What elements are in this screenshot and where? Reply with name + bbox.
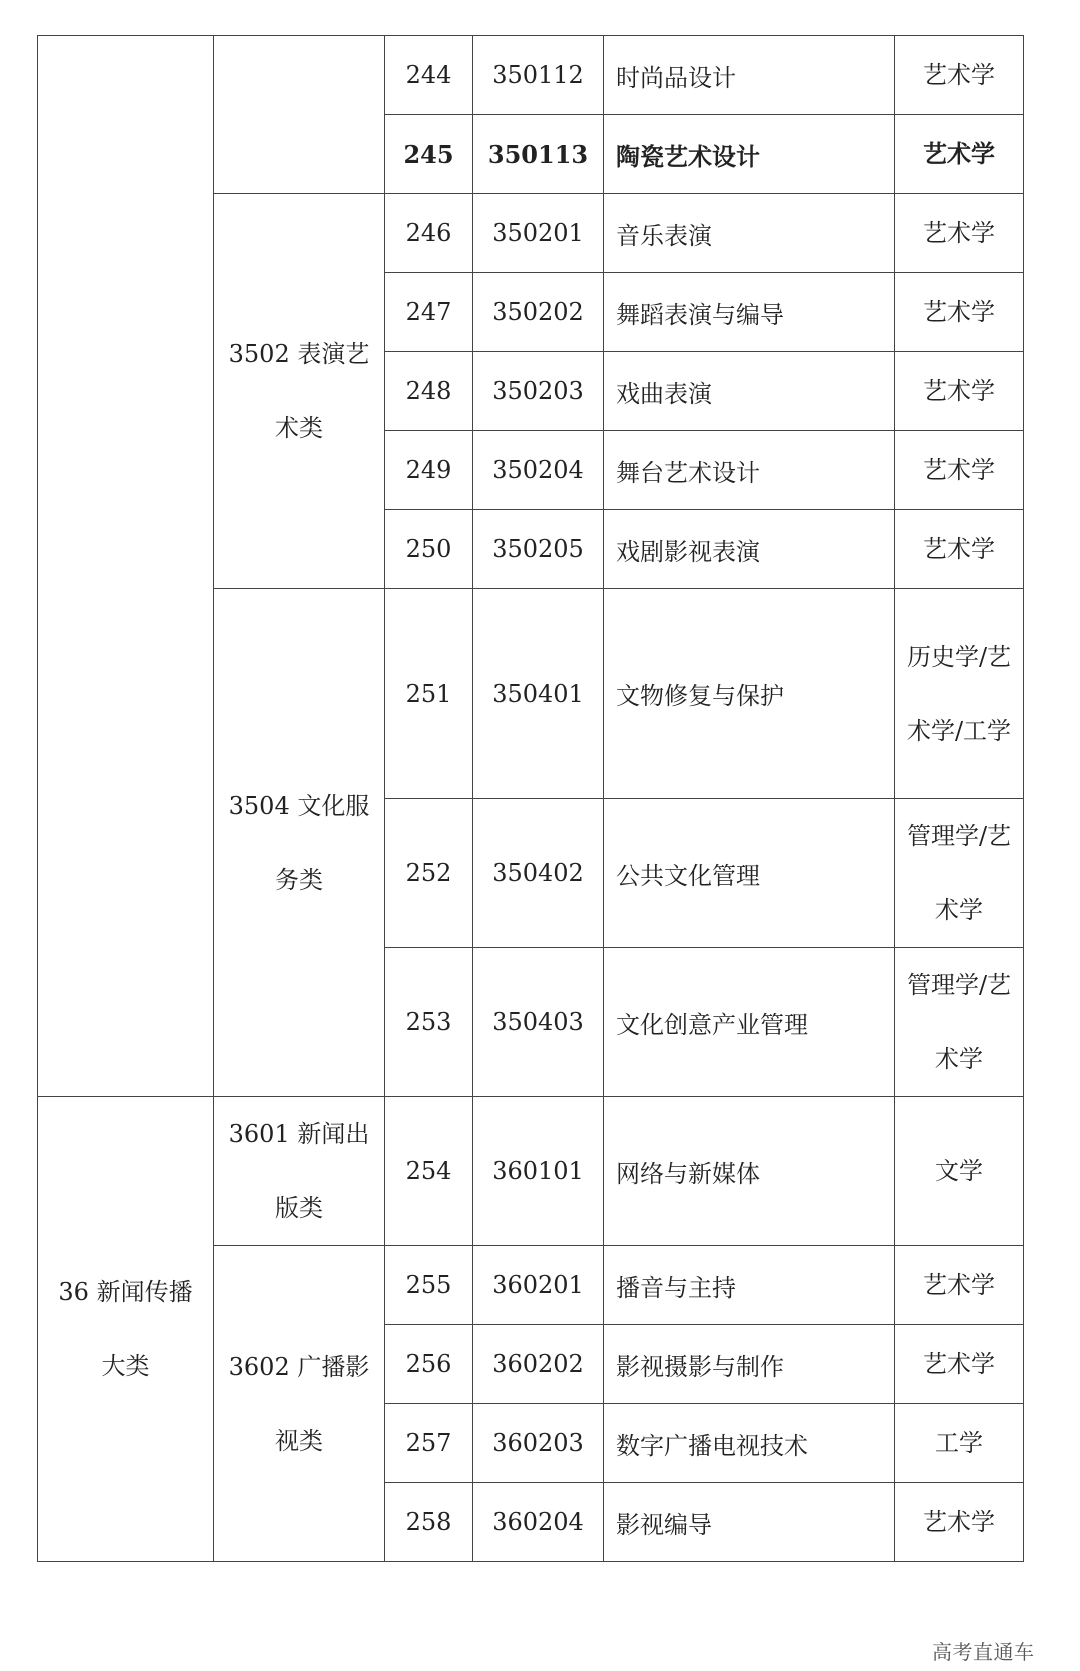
major-name-cell: 戏曲表演: [604, 352, 895, 431]
major-code-cell: 350202: [473, 273, 604, 352]
table-body: [38, 36, 1024, 1562]
major-name-cell: 播音与主持: [604, 1246, 895, 1325]
major-code-cell: 360202: [473, 1325, 604, 1404]
major-code-cell: 360204: [473, 1483, 604, 1562]
major-name-cell: 网络与新媒体: [604, 1097, 895, 1246]
subcategory-cell: 3504 文化服务类: [214, 589, 385, 1097]
table-row: [38, 36, 1024, 115]
degree-category-cell: 艺术学: [895, 431, 1024, 510]
sequence-number-cell: 248: [385, 352, 473, 431]
degree-category-cell: 管理学/艺术学: [895, 799, 1024, 948]
table-row: [38, 1097, 1024, 1246]
major-category-cell: [38, 36, 214, 1097]
major-name-cell: 音乐表演: [604, 194, 895, 273]
degree-category-cell: 艺术学: [895, 1325, 1024, 1404]
major-name-cell: 影视编导: [604, 1483, 895, 1562]
degree-category-cell: 历史学/艺术学/工学: [895, 589, 1024, 799]
sequence-number-cell: 253: [385, 948, 473, 1097]
major-name-cell: 戏剧影视表演: [604, 510, 895, 589]
major-code-cell: 350203: [473, 352, 604, 431]
sequence-number-cell: 244: [385, 36, 473, 115]
subcategory-cell: 3502 表演艺术类: [214, 194, 385, 589]
sequence-number-cell: 258: [385, 1483, 473, 1562]
degree-category-cell: 艺术学: [895, 273, 1024, 352]
degree-category-cell: 艺术学: [895, 510, 1024, 589]
sequence-number-cell: 245: [385, 115, 473, 194]
subcategory-cell: [214, 36, 385, 194]
degree-category-cell: 艺术学: [895, 1246, 1024, 1325]
major-code-cell: 350204: [473, 431, 604, 510]
major-code-cell: 350205: [473, 510, 604, 589]
major-code-cell: 350112: [473, 36, 604, 115]
major-name-cell: 文物修复与保护: [604, 589, 895, 799]
subcategory-cell: 3602 广播影视类: [214, 1246, 385, 1562]
major-code-cell: 350403: [473, 948, 604, 1097]
major-code-cell: 350401: [473, 589, 604, 799]
degree-category-cell: 艺术学: [895, 194, 1024, 273]
subcategory-cell: 3601 新闻出版类: [214, 1097, 385, 1246]
sequence-number-cell: 250: [385, 510, 473, 589]
degree-category-cell: 艺术学: [895, 36, 1024, 115]
degree-category-cell: 艺术学: [895, 352, 1024, 431]
major-code-cell: 350113: [473, 115, 604, 194]
major-name-cell: 文化创意产业管理: [604, 948, 895, 1097]
degree-category-cell: 文学: [895, 1097, 1024, 1246]
degree-category-cell: 艺术学: [895, 1483, 1024, 1562]
degree-category-cell: 工学: [895, 1404, 1024, 1483]
sequence-number-cell: 256: [385, 1325, 473, 1404]
major-name-cell: 舞蹈表演与编导: [604, 273, 895, 352]
major-code-cell: 360201: [473, 1246, 604, 1325]
major-name-cell: 公共文化管理: [604, 799, 895, 948]
sequence-number-cell: 247: [385, 273, 473, 352]
major-code-cell: 350201: [473, 194, 604, 273]
sequence-number-cell: 251: [385, 589, 473, 799]
sequence-number-cell: 254: [385, 1097, 473, 1246]
major-name-cell: 数字广播电视技术: [604, 1404, 895, 1483]
watermark-text: 高考直通车: [932, 1640, 1035, 1664]
major-category-cell: 36 新闻传播大类: [38, 1097, 214, 1562]
major-name-cell: 陶瓷艺术设计: [604, 115, 895, 194]
sequence-number-cell: 249: [385, 431, 473, 510]
sequence-number-cell: 255: [385, 1246, 473, 1325]
sequence-number-cell: 252: [385, 799, 473, 948]
degree-category-cell: 管理学/艺术学: [895, 948, 1024, 1097]
major-catalog-table: [37, 35, 1024, 1562]
major-name-cell: 影视摄影与制作: [604, 1325, 895, 1404]
sequence-number-cell: 246: [385, 194, 473, 273]
major-name-cell: 舞台艺术设计: [604, 431, 895, 510]
major-code-cell: 360101: [473, 1097, 604, 1246]
degree-category-cell: 艺术学: [895, 115, 1024, 194]
major-code-cell: 360203: [473, 1404, 604, 1483]
sequence-number-cell: 257: [385, 1404, 473, 1483]
major-name-cell: 时尚品设计: [604, 36, 895, 115]
major-code-cell: 350402: [473, 799, 604, 948]
